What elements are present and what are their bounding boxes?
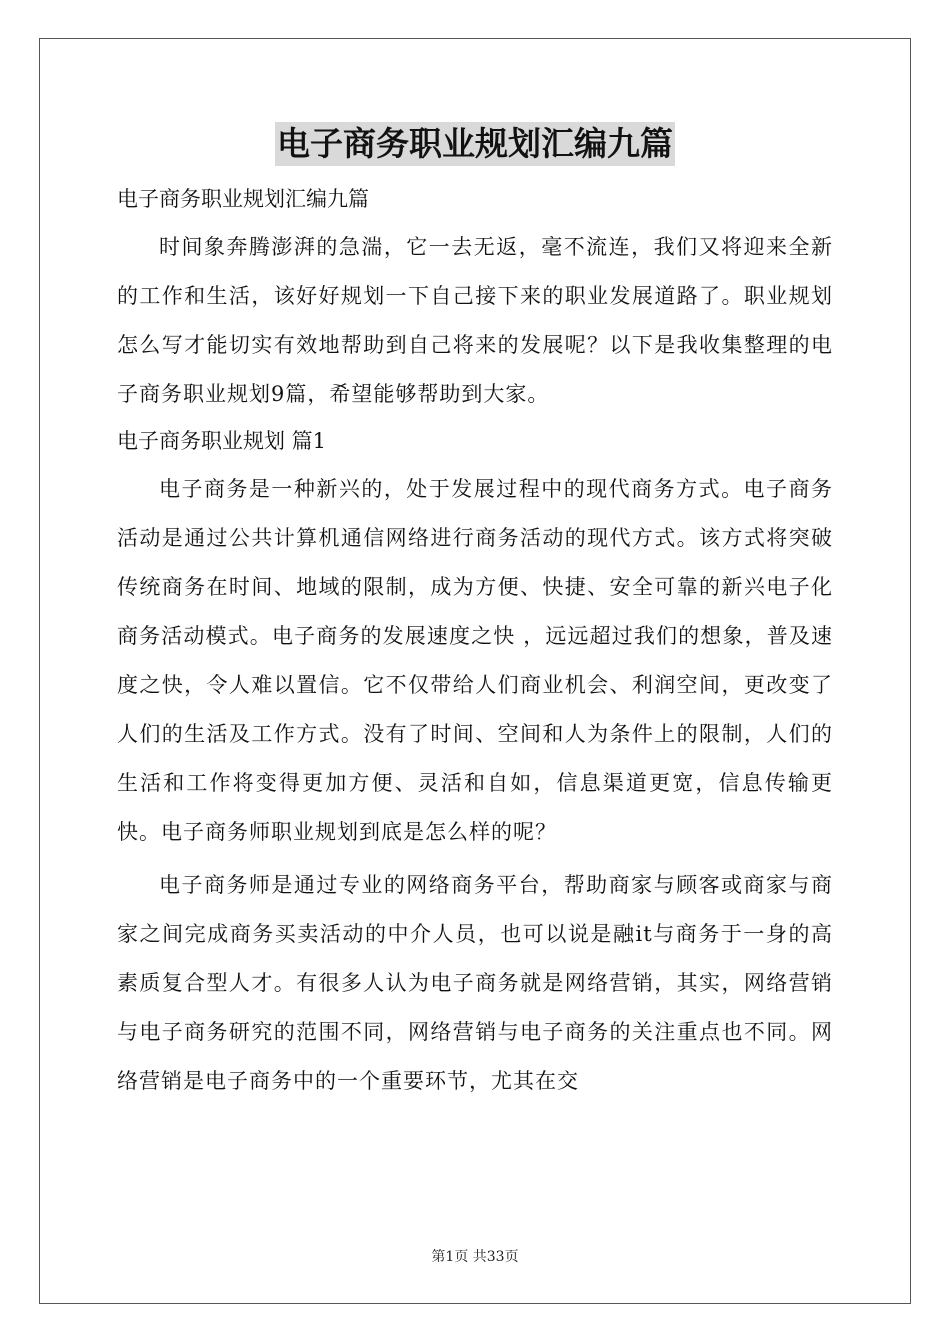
title-wrap — [117, 122, 833, 178]
page-footer: 第1页 共33页 — [431, 1249, 519, 1265]
section-heading-1: 电子商务职业规划 篇1 — [117, 429, 327, 453]
body-paragraph: 电子商务是一种新兴的，处于发展过程中的现代商务方式。电子商务活动是通过公共计算机通信网络进行商务活动的现代方式。该方式将突破传统商务在时间、地域的限制，成为方便、快捷、安全可靠的新兴电子化商务活动模式。电子商务的发展速度之快 ，远远超过我们的想象，普及速度之快，令人难以置信。它不仅带给人们商业机会、利润空间，更改变了人们的生活及工作方式。没有了时间、空间和人为条件上的限制，人们的生活和工作将变得更加方便、灵活和自如，信息渠道更宽，信息传输更快。电子商务师职业规划到底是怎么样的呢？ — [117, 477, 833, 844]
document-subtitle: 电子商务职业规划汇编九篇 — [117, 187, 369, 211]
document-body — [117, 122, 833, 1106]
body-paragraph: 电子商务师是通过专业的网络商务平台，帮助商家与顾客或商家与商家之间完成商务买卖活动的中介人员，也可以说是融it与商务于一身的高素质复合型人才。有很多人认为电子商务就是网络营销，其实，网络营销与电子商务研究的范围不同，网络营销与电子商务的关注重点也不同。网络营销是电子商务中的一个重要环节，尤其在交 — [117, 873, 833, 1093]
document-title: 电子商务职业规划汇编九篇 — [275, 122, 675, 166]
intro-paragraph: 时间象奔腾澎湃的急湍，它一去无返，毫不流连，我们又将迎来全新的工作和生活，该好好规划一下自己接下来的职业发展道路了。职业规划怎么写才能切实有效地帮助到自己将来的发展呢？以下是我收集整理的电子商务职业规划9篇，希望能够帮助到大家。 — [117, 235, 833, 406]
